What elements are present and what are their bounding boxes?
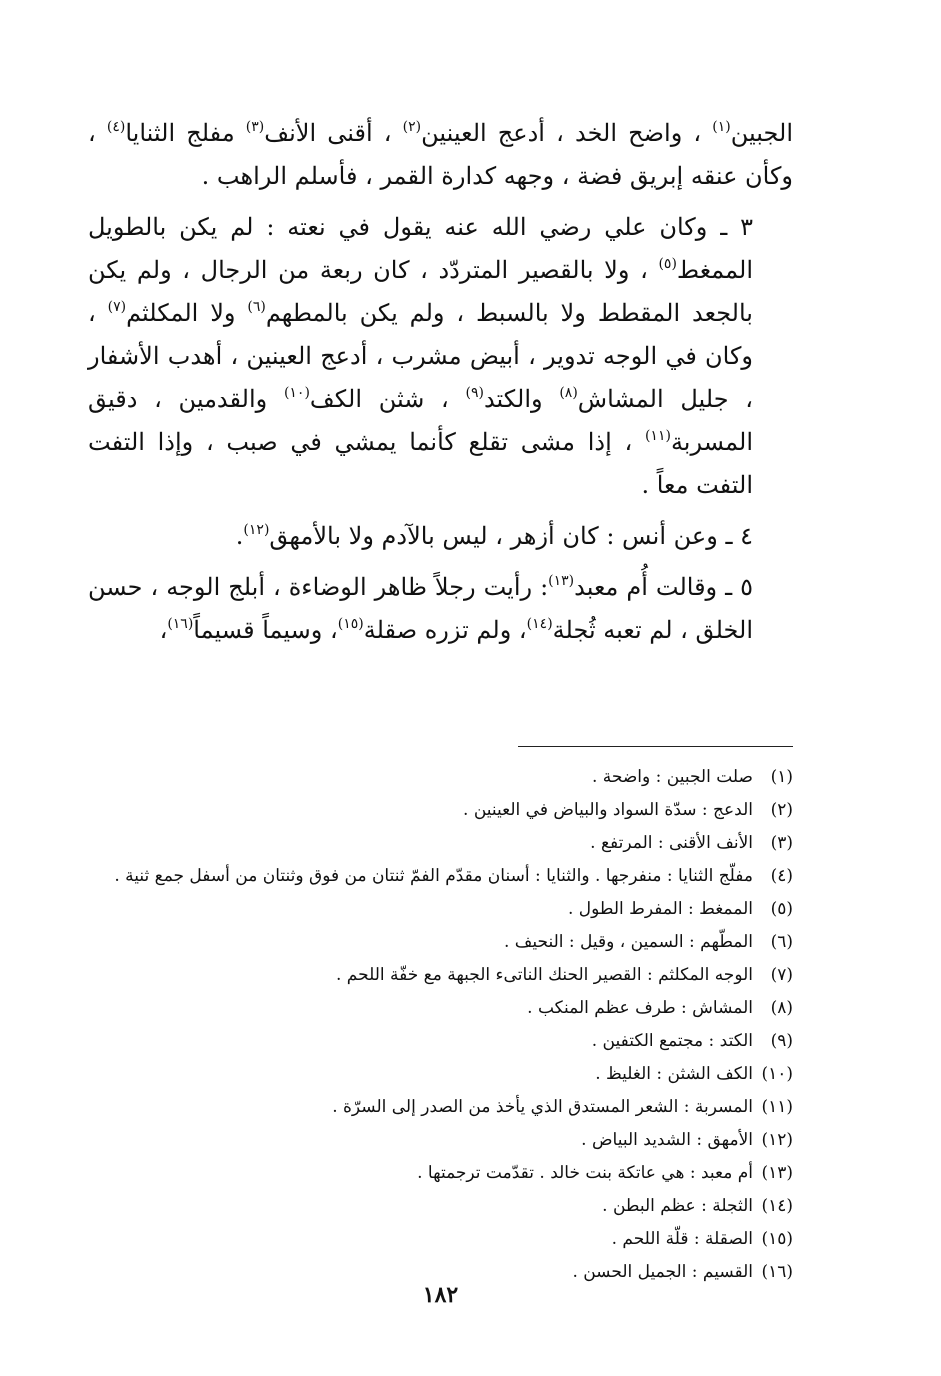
footnote-number: (١٤) [761, 1196, 793, 1216]
footnote-number: (٣) [770, 833, 793, 853]
footnote-item [88, 1191, 793, 1221]
footnote-item [88, 1026, 793, 1056]
footnote-item [88, 993, 793, 1023]
text-span: ، أقنى الأنف [264, 119, 403, 147]
footnote-number: (٧) [770, 965, 793, 985]
footnote-item [88, 762, 793, 792]
footnote-item [88, 1092, 793, 1122]
footnote-number: (١٢) [761, 1130, 793, 1150]
footnote-text: المطّهم : السمين ، وقيل : النحيف . [503, 932, 753, 952]
text-span: ، واضح الخد ، أدعج العينين [421, 119, 713, 147]
text-span: الجبين [730, 119, 793, 147]
footnote-item [88, 960, 793, 990]
footnote-ref[interactable]: (٥) [658, 256, 677, 272]
text-span: ، [159, 616, 168, 644]
footnote-number: (٢) [770, 800, 793, 820]
footnote-number: (١٠) [761, 1064, 793, 1084]
footnote-number: (٩) [770, 1031, 793, 1051]
footnote-text: الأنف الأقنى : المرتفع . [590, 833, 753, 853]
footnote-ref[interactable]: (٨) [559, 385, 578, 401]
footnote-number: (١٣) [761, 1163, 793, 1183]
text-span: ٥ ـ وقالت أُم معبد [574, 573, 753, 601]
text-span: ٣ ـ وكان علي رضي الله عنه يقول في نعته : لم يكن بالطويل الممغط [88, 213, 753, 284]
footnote-text: المسربة : الشعر المستدق الذي يأخذ من الصدر إلى السرّة . [332, 1097, 753, 1117]
footnote-text: الصقلة : قلّة اللحم . [611, 1229, 753, 1249]
footnote-ref[interactable]: (٤) [106, 119, 126, 135]
text-span: ، إذا مشى تقلع كأنما يمشي في صبب ، وإذا التفت التفت معاً . [88, 428, 753, 499]
footnote-text: مفلّج الثنايا : منفرجها . والثنايا : أسنان مقدّم الفمّ ثنتان من فوق وثنتان من أسفل جمع ثنية . [114, 866, 753, 886]
footnote-text: الكتد : مجتمع الكتفين . [591, 1031, 753, 1051]
paragraph-4 [88, 566, 793, 652]
footnote-number: (٤) [770, 866, 793, 886]
footnote-number: (٨) [770, 998, 793, 1018]
paragraph-3 [88, 515, 793, 558]
text-span: ٤ ـ وعن أنس : كان أزهر ، ليس بالآدم ولا بالأمهق [269, 522, 753, 550]
footnote-item [88, 861, 793, 891]
footnote-item [88, 1125, 793, 1155]
footnote-item [88, 1224, 793, 1254]
footnote-text: الكف الشثن : الغليظ . [595, 1064, 753, 1084]
text-span: ، وسيماً قسيماً [193, 616, 338, 644]
text-span: مفلج الثنايا [125, 119, 246, 147]
footnote-item [88, 1158, 793, 1188]
footnote-ref[interactable]: (١٦) [167, 616, 194, 632]
footnote-ref[interactable]: (٩) [465, 385, 484, 401]
paragraph-2 [88, 206, 793, 507]
footnote-text: الوجه المكلثم : القصير الحنك الناتىء الجبهة مع خفّة اللحم . [335, 965, 753, 985]
text-span: : رأيت رجلاً ظاهر الوضاءة ، أبلج الوجه ، حسن الخلق ، لم تعبه ثُجلة [88, 573, 753, 644]
main-text [88, 112, 793, 652]
footnote-ref[interactable]: (١٤) [526, 616, 553, 632]
footnote-number: (٥) [770, 899, 793, 919]
paragraph-1 [88, 112, 793, 198]
footnote-item [88, 1059, 793, 1089]
footnote-item [88, 927, 793, 957]
text-span: والقدمين ، دقيق المسربة [88, 385, 753, 456]
footnote-text: صلت الجبين : واضحة . [591, 767, 753, 787]
footnote-text: الثجلة : عظم البطن . [602, 1196, 753, 1216]
text-span: ، شثن الكف [309, 385, 466, 413]
text-span: ، وكان في الوجه تدوير ، أبيض مشرب ، أدعج العينين ، أهدب الأشفار ، جليل المشاش [88, 299, 753, 413]
footnote-item [88, 828, 793, 858]
footnote-ref[interactable]: (١٢) [243, 522, 270, 538]
footnote-ref[interactable]: (٦) [247, 299, 266, 315]
text-span: . [235, 522, 244, 550]
footnote-ref[interactable]: (٧) [107, 299, 127, 315]
footnote-text: الأمهق : الشديد البياض . [581, 1130, 753, 1150]
footnote-text: القسيم : الجميل الحسن . [572, 1262, 753, 1282]
page [88, 112, 793, 1308]
footnote-number: (٦) [770, 932, 793, 952]
footnote-ref[interactable]: (١١) [644, 428, 671, 444]
page-number: ١٨٢ [422, 1282, 459, 1308]
footnote-ref[interactable]: (١٣) [548, 573, 575, 589]
footnote-ref[interactable]: (١٠) [283, 385, 310, 401]
footnote-number: (١١) [761, 1097, 793, 1117]
footnote-ref[interactable]: (٣) [245, 119, 265, 135]
footnote-ref[interactable]: (١٥) [337, 616, 364, 632]
footnote-text: الدعج : سدّة السواد والبياض في العينين . [463, 800, 753, 820]
footnote-text: المشاش : طرف عظم المنكب . [527, 998, 753, 1018]
footnote-number: (١٦) [761, 1262, 793, 1282]
footnote-divider [518, 746, 793, 747]
footnote-ref[interactable]: (٢) [402, 119, 422, 135]
footnote-number: (١٥) [761, 1229, 793, 1249]
footnote-ref[interactable]: (١) [712, 119, 731, 135]
text-span: ، وكأن عنقه إبريق فضة ، وجهه كدارة القمر ، فأسلم الراهب . [88, 119, 793, 190]
footnote-item [88, 894, 793, 924]
footnote-text: أم معبد : هي عاتكة بنت خالد . تقدّمت ترجمتها . [417, 1163, 753, 1183]
text-span: ، ولا بالقصير المتردّد ، كان ربعة من الرجال ، ولم يكن بالجعد المقطط ولا بالسبط ، ولم يكن بالمطهم [88, 256, 753, 327]
footnote-item [88, 795, 793, 825]
footnote-text: الممغط : المفرط الطول . [567, 899, 753, 919]
text-span: ، ولم تزره صقلة [363, 616, 527, 644]
text-span: والكتد [483, 385, 560, 413]
footnote-number: (١) [770, 767, 793, 787]
text-span: ولا المكلثم [126, 299, 248, 327]
footnotes-list [88, 762, 793, 1290]
